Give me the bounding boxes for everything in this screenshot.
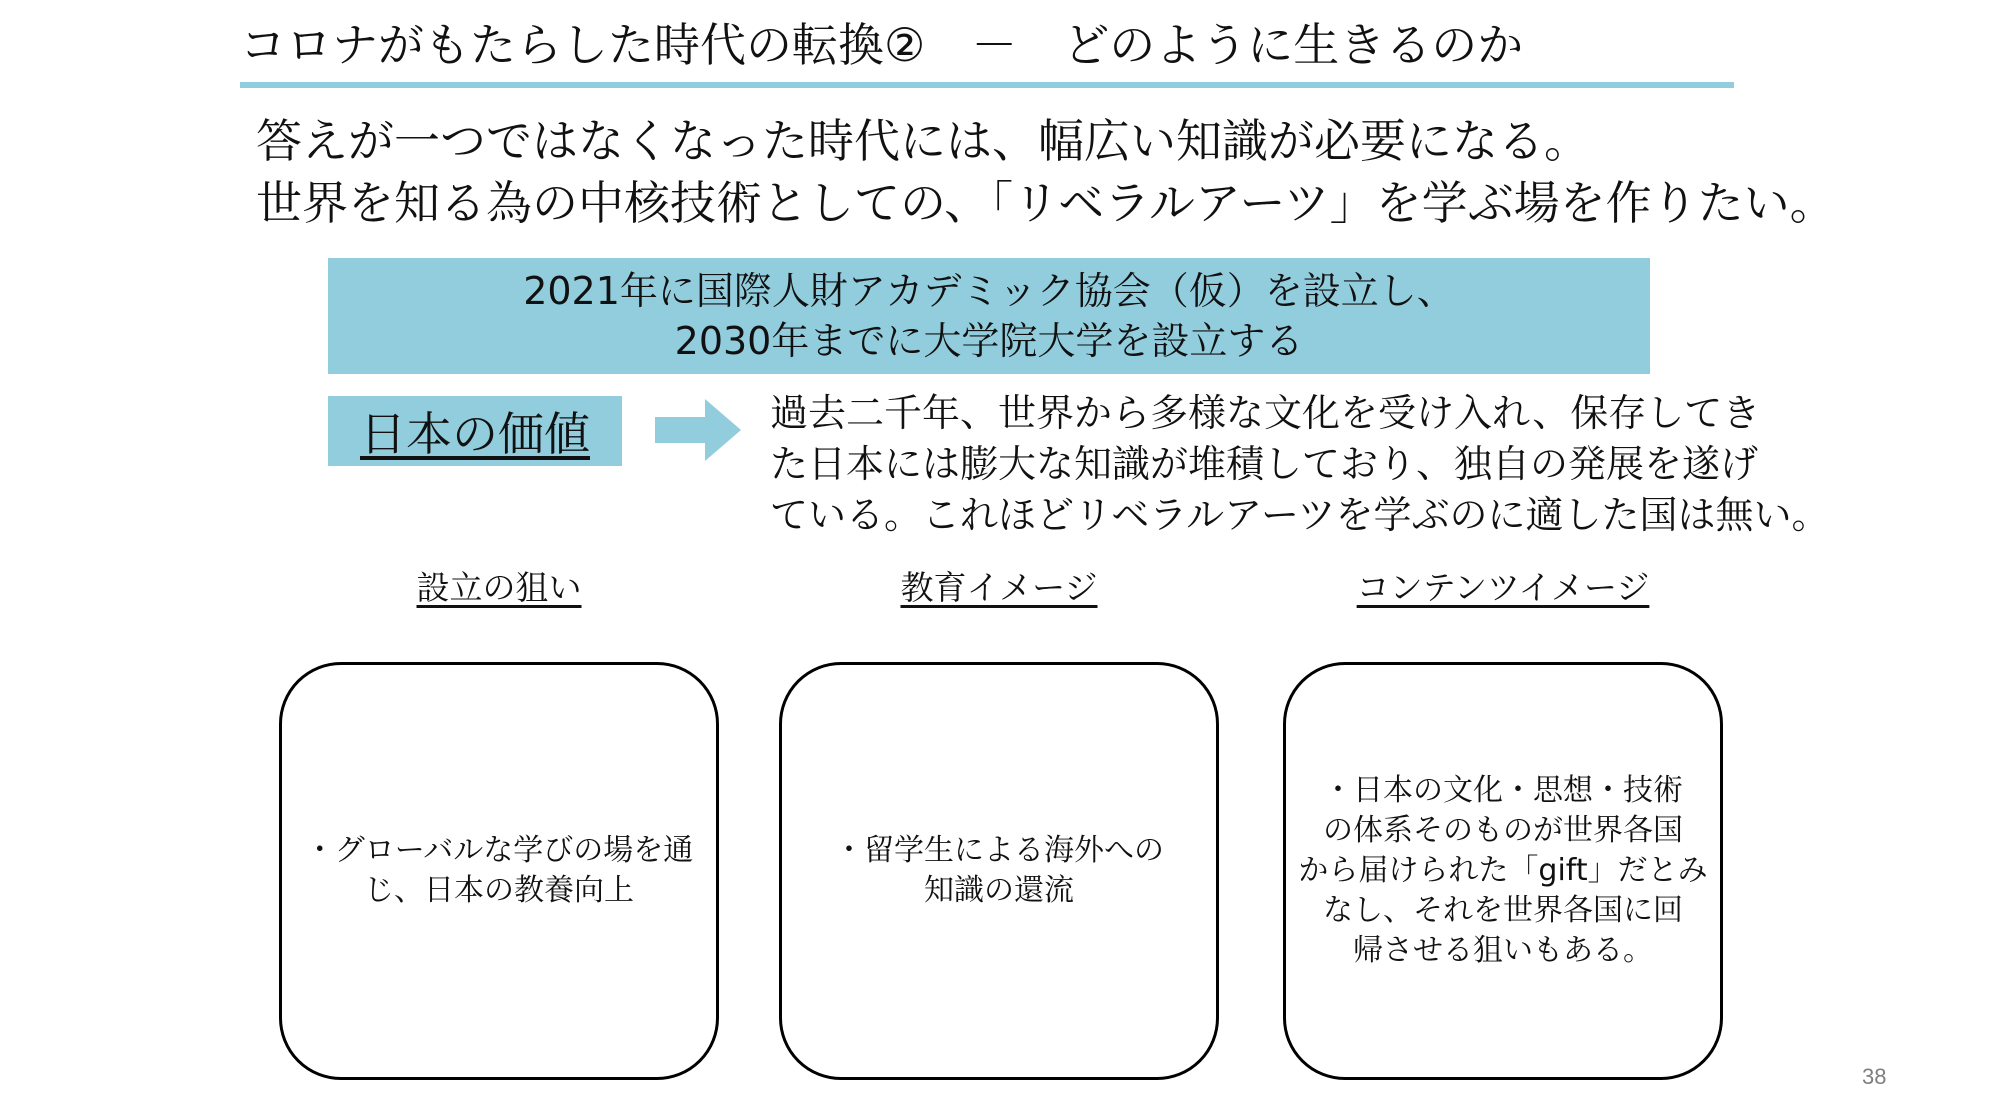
card-content xyxy=(1283,662,1723,1080)
establishment-banner xyxy=(328,258,1650,374)
value-line-1: 過去二千年、世界から多様な文化を受け入れ、保存してき xyxy=(770,391,1761,435)
column-heading-purpose: 設立の狙い xyxy=(416,568,582,607)
slide-title: コロナがもたらした時代の転換② － どのように生きるのか xyxy=(240,18,1524,72)
page-number: 38 xyxy=(1862,1064,1887,1089)
card-content-line: 帰させる狙いもある。 xyxy=(1353,933,1653,968)
column-heading-education: 教育イメージ xyxy=(900,568,1098,607)
value-line-3: ている。これほどリベラルアーツを学ぶのに適した国は無い。 xyxy=(770,493,1830,537)
japan-value-label: 日本の価値 xyxy=(328,396,622,466)
banner-line-1: 2021年に国際人財アカデミック協会（仮）を設立し、 xyxy=(523,269,1455,313)
card-education xyxy=(779,662,1219,1080)
card-education-line: ・留学生による海外への xyxy=(834,833,1164,868)
lead-text xyxy=(256,110,1836,234)
right-arrow-icon xyxy=(655,399,741,461)
lead-line-2: 世界を知る為の中核技術としての、「リベラルアーツ」を学ぶ場を作りたい。 xyxy=(256,176,1836,230)
card-content-line: から届けられた「gift」だとみ xyxy=(1298,853,1708,888)
card-purpose-line: じ、日本の教養向上 xyxy=(364,873,634,908)
japan-value-description xyxy=(770,388,1829,541)
lead-line-1: 答えが一つではなくなった時代には、幅広い知識が必要になる。 xyxy=(256,114,1590,168)
value-line-2: た日本には膨大な知識が堆積しており、独自の発展を遂げ xyxy=(770,442,1759,486)
card-education-line: 知識の還流 xyxy=(924,873,1074,908)
card-purpose xyxy=(279,662,719,1080)
banner-line-2: 2030年までに大学院大学を設立する xyxy=(674,319,1304,363)
card-content-line: ・日本の文化・思想・技術 xyxy=(1323,773,1683,808)
card-content-line: なし、それを世界各国に回 xyxy=(1323,893,1683,928)
title-underline-rule xyxy=(240,82,1734,88)
card-content-line: の体系そのものが世界各国 xyxy=(1323,813,1683,848)
column-heading-content: コンテンツイメージ xyxy=(1356,568,1650,607)
card-purpose-line: ・グローバルな学びの場を通 xyxy=(304,833,694,868)
